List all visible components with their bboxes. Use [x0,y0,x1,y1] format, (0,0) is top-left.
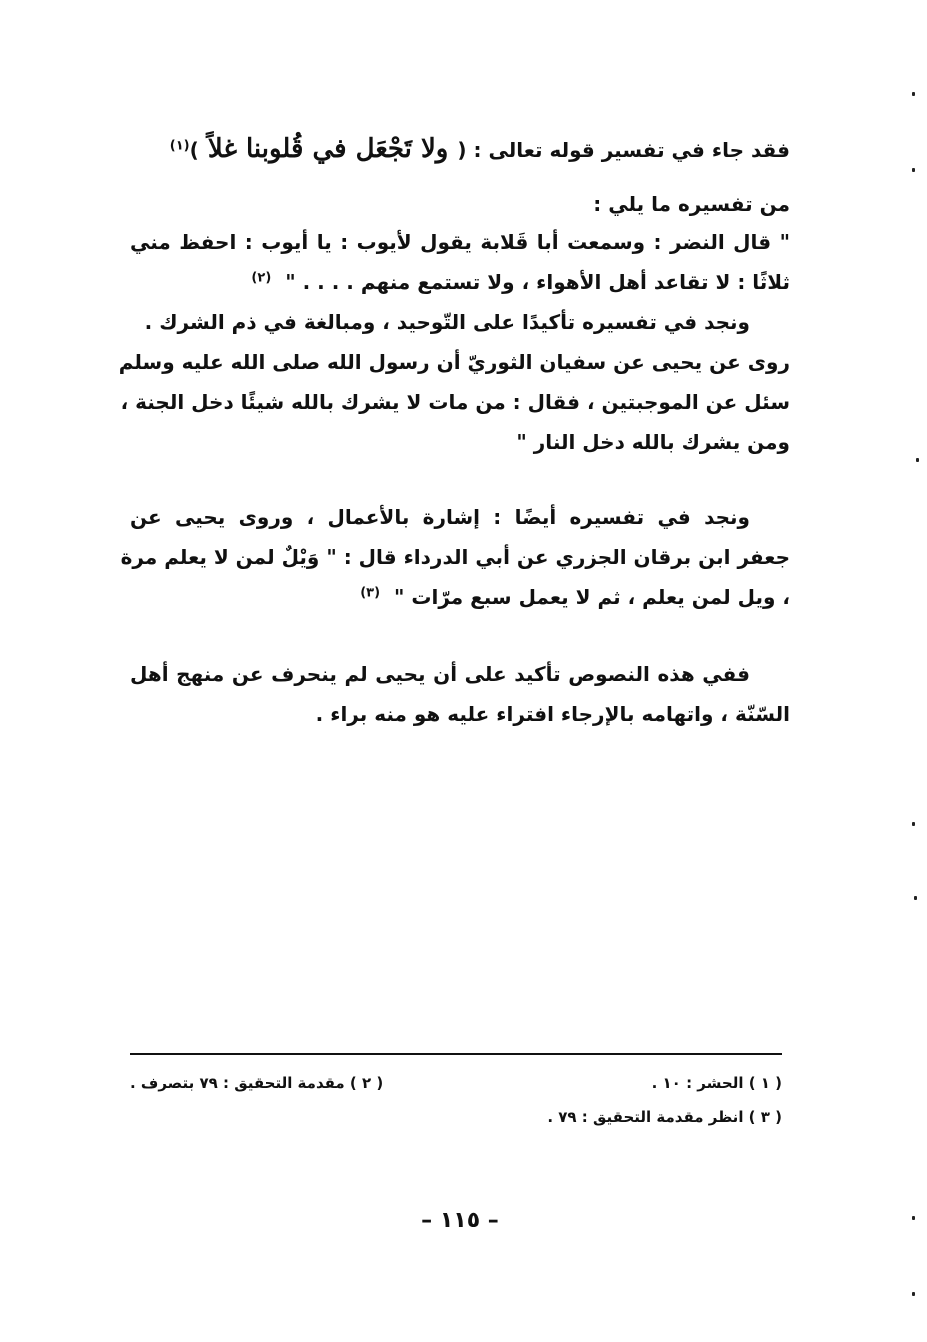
text-line-content: ، ويل لمن يعلم ، ثم لا يعمل سبع مرّات " [393,585,790,609]
page-number: – ١١٥ – [421,1208,499,1233]
paragraph-2 [120,505,790,635]
verse-line [170,134,790,164]
footnote-marker-3: (٣) [360,585,381,601]
text-line: ونجد في تفسيره أيضًا : إشارة بالأعمال ، وروى يحيى عن [130,505,750,529]
text-line: السّنّة ، واتهامه بالإرجاء افتراء عليه هو منه براء . [315,702,790,726]
text-line: جعفر ابن برقان الجزري عن أبي الدرداء قال : " وَيْلٌ لمن لا يعلم مرة [120,545,790,569]
scan-speck [916,458,919,462]
quran-verse: ولا تَجْعَل في قُلوبنا غلاً [198,134,458,164]
paragraph-3 [130,662,790,742]
scan-speck [912,1292,915,1296]
text-line: ومن يشرك بالله دخل النار " [516,430,790,454]
text-line: ونجد في تفسيره تأكيدًا على التّوحيد ، ومبالغة في ذم الشرك . [144,310,750,334]
scan-speck [912,1216,915,1220]
verse-intro: فقد جاء في تفسير قوله تعالى : ( [457,138,790,162]
footnote-2: ( ٢ ) مقدمة التحقيق : ٧٩ بتصرف . [130,1074,384,1092]
verse-close: ) [189,138,199,162]
text-line: روى عن يحيى عن سفيان الثوريّ أن رسول الله صلى الله عليه وسلم [118,350,790,374]
scan-speck [912,822,915,826]
text-line-content: ثلاثًا : لا تقاعد أهل الأهواء ، ولا تستمع منهم . . . . " [285,270,790,294]
text-line: من تفسيره ما يلي : [593,192,790,216]
text-line-with-footnote [360,585,790,609]
paragraph-1 [118,130,790,470]
footnote-marker-1: (١) [169,138,190,154]
scan-speck [914,896,917,900]
scan-speck [912,92,915,96]
text-line: سئل عن الموجبتين ، فقال : من مات لا يشرك بالله شيئًا دخل الجنة ، [120,390,790,414]
text-line: " قال النضر : وسمعت أبا قَلابة يقول لأيوب : يا أيوب : احفظ مني [130,230,790,254]
footnote-1: ( ١ ) الحشر : ١٠ . [651,1074,782,1092]
text-line: ففي هذه النصوص تأكيد على أن يحيى لم ينحرف عن منهج أهل [130,662,750,686]
footnote-marker-2: (٢) [251,270,272,286]
scan-speck [912,168,915,172]
footnote-3: ( ٣ ) انظر مقدمة التحقيق : ٧٩ . [547,1108,782,1126]
footnote-separator [130,1053,782,1055]
text-line-with-footnote [251,270,790,294]
